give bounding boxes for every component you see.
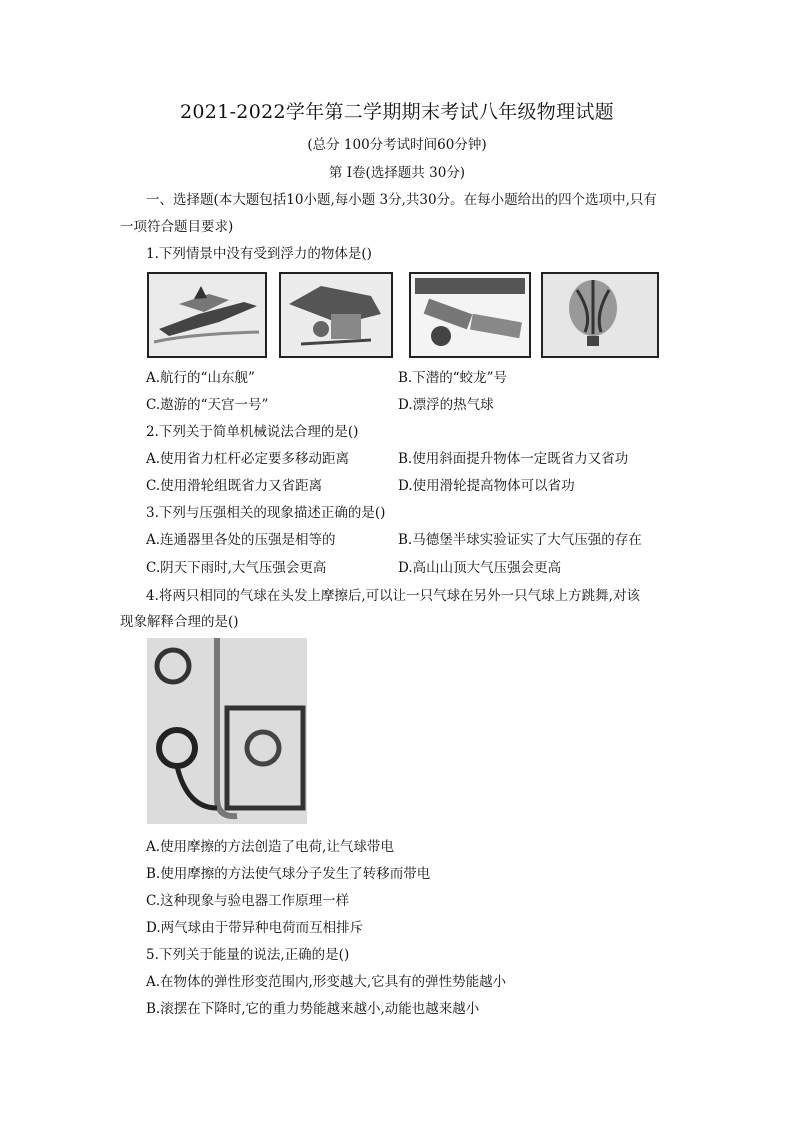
q2-option-b: B.使用斜面提升物体一定既省力又省功 — [398, 451, 629, 467]
q1-option-b: B.下潜的“蛟龙”号 — [398, 370, 508, 386]
q1-image-hot-air-balloon — [541, 272, 659, 358]
q1-stem: 1.下列情景中没有受到浮力的物体是() — [146, 246, 372, 262]
q1-option-c: C.遨游的“天宫一号” — [146, 397, 269, 413]
q3-option-d: D.高山山顶大气压强会更高 — [398, 560, 562, 576]
q4-stem-line-2: 现象解释合理的是() — [120, 614, 239, 630]
q4-stem-line-1: 4.将两只相同的气球在头发上摩擦后,可以让一只气球在另外一只气球上方跳舞,对该 — [146, 588, 640, 604]
q5-option-a: A.在物体的弹性形变范围内,形变越大,它具有的弹性势能越小 — [146, 974, 507, 990]
q3-option-c: C.阴天下雨时,大气压强会更高 — [146, 560, 327, 576]
q2-option-a: A.使用省力杠杆必定要多移动距离 — [146, 451, 350, 467]
q4-option-c: C.这种现象与验电器工作原理一样 — [146, 893, 350, 909]
page-title: 2021-2022学年第二学期期末考试八年级物理试题 — [180, 101, 614, 123]
q5-stem: 5.下列关于能量的说法,正确的是() — [146, 947, 350, 963]
q1-image-aircraft-carrier — [147, 272, 267, 358]
q2-option-c: C.使用滑轮组既省力又省距离 — [146, 478, 323, 494]
q2-stem: 2.下列关于简单机械说法合理的是() — [146, 424, 359, 440]
q4-option-a: A.使用摩擦的方法创造了电荷,让气球带电 — [146, 839, 394, 855]
q3-option-b: B.马德堡半球实验证实了大气压强的存在 — [398, 532, 642, 548]
q1-image-space-station — [409, 272, 531, 358]
q4-option-b: B.使用摩擦的方法使气球分子发生了转移而带电 — [146, 866, 431, 882]
q4-option-d: D.两气球由于带异种电荷而互相排斥 — [146, 920, 364, 936]
q1-image-submarine — [279, 272, 393, 358]
q2-option-d: D.使用滑轮提高物体可以省功 — [398, 478, 575, 494]
q5-option-b: B.滚摆在下降时,它的重力势能越来越小,动能也越来越小 — [146, 1001, 480, 1017]
instructions-line-2: 一项符合题目要求) — [120, 219, 234, 235]
q3-stem: 3.下列与压强相关的现象描述正确的是() — [146, 505, 386, 521]
exam-info: (总分 100分考试时间60分钟) — [307, 137, 487, 153]
q1-option-d: D.漂浮的热气球 — [398, 397, 494, 413]
q1-option-a: A.航行的“山东舰” — [146, 370, 255, 386]
instructions-line-1: 一、选择题(本大题包括10小题,每小题 3分,共30分。在每小题给出的四个选项中,只有 — [146, 192, 657, 208]
section-heading: 第 I卷(选择题共 30分) — [328, 165, 466, 181]
q3-option-a: A.连通器里各处的压强是相等的 — [146, 532, 336, 548]
q4-image-balloons — [147, 638, 307, 824]
